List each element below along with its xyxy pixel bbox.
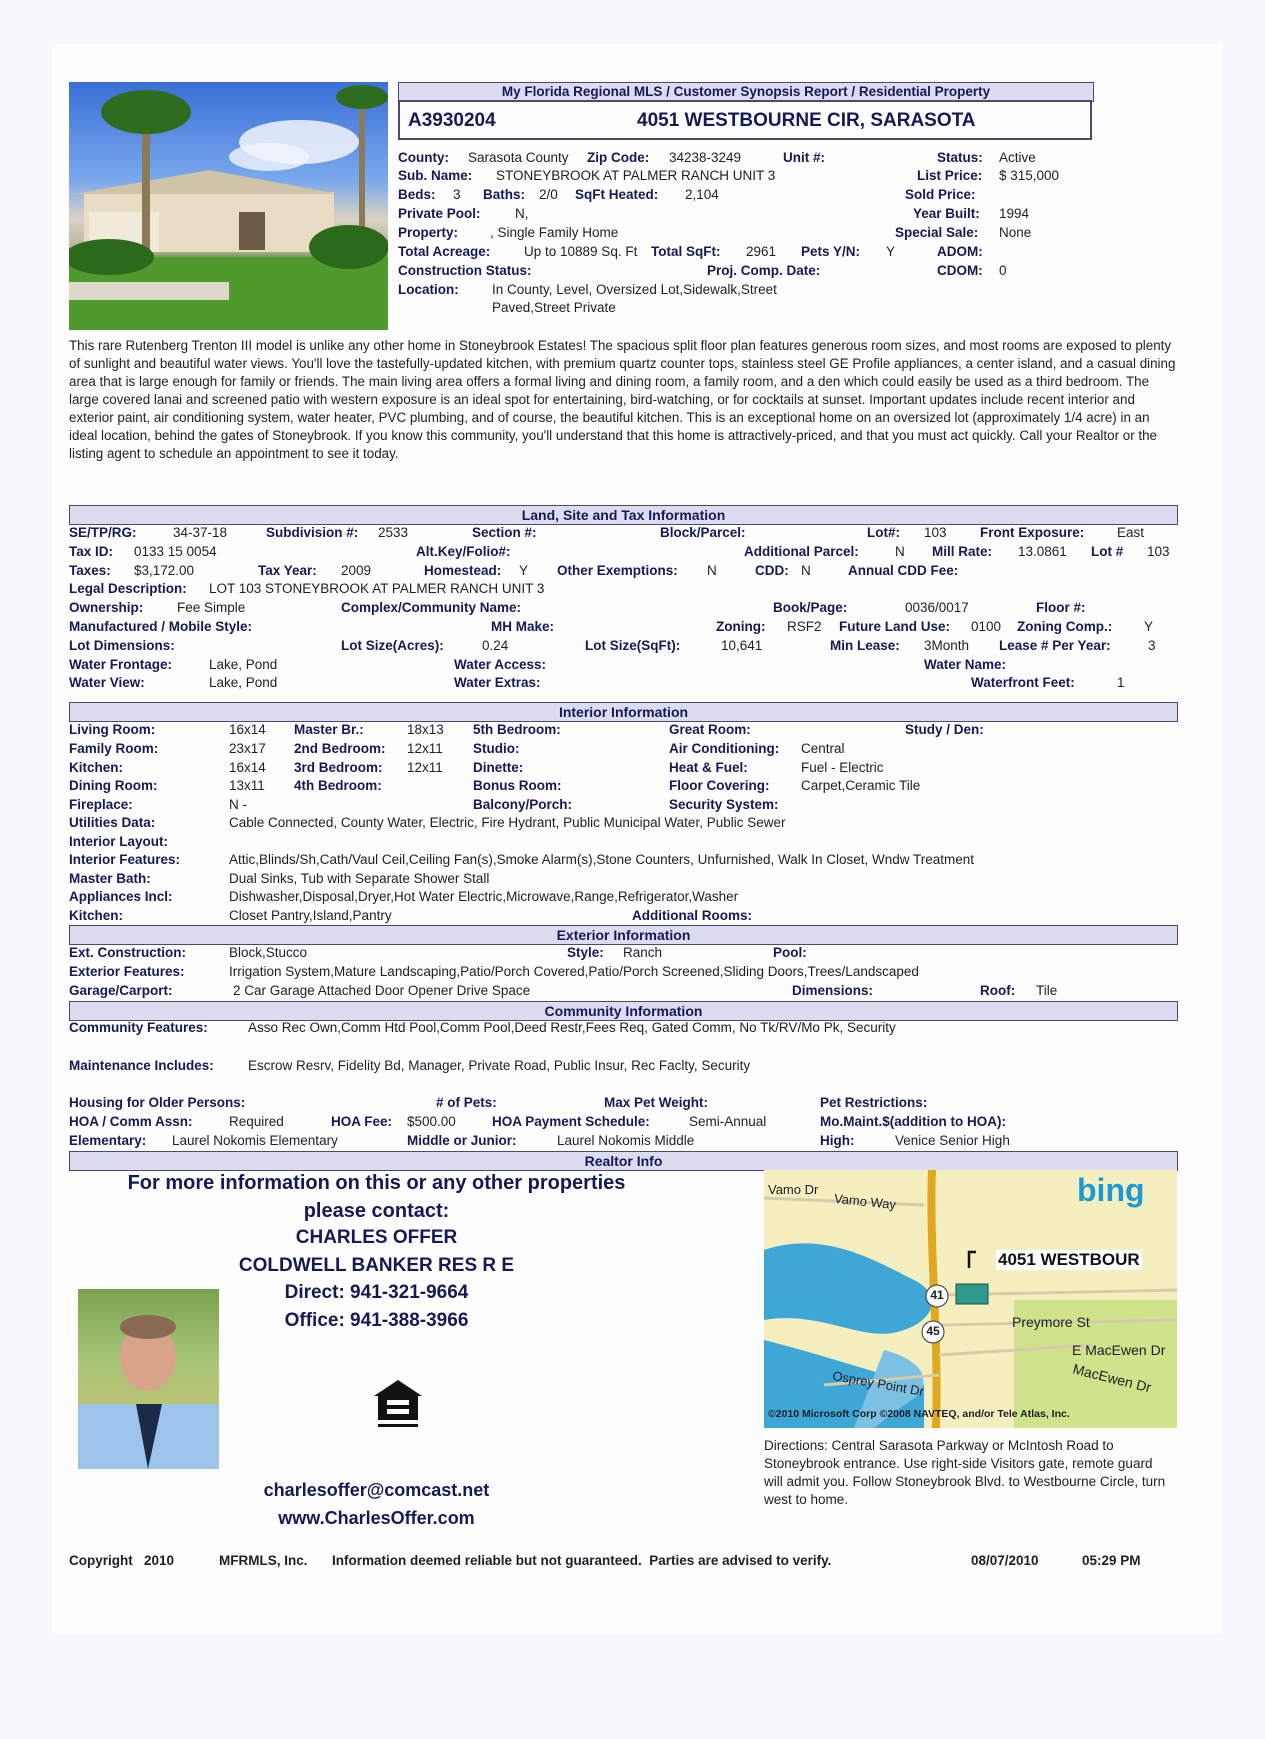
- features-label: Interior Features:: [69, 852, 181, 867]
- map-brand: bing: [1077, 1172, 1145, 1208]
- wffeet-label: Waterfront Feet:: [971, 675, 1075, 690]
- bookpage-value: 0036/0017: [905, 600, 969, 615]
- style-value: Ranch: [623, 945, 663, 960]
- location-value-2: Paved,Street Private: [492, 300, 616, 315]
- future-value: 0100: [971, 619, 1002, 634]
- older-label: Housing for Older Persons:: [69, 1095, 246, 1110]
- high-label: High:: [820, 1133, 855, 1148]
- garage-value: 2 Car Garage Attached Door Opener Drive Space: [233, 983, 531, 998]
- agent-photo-image: [78, 1289, 219, 1469]
- layout-label: Interior Layout:: [69, 834, 169, 849]
- high-value: Venice Senior High: [895, 1133, 1010, 1148]
- footer-time: 05:29 PM: [1082, 1553, 1141, 1568]
- yearbuilt-value: 1994: [999, 206, 1030, 221]
- map-pin-label: 4051 WESTBOUR: [998, 1250, 1140, 1269]
- study-label: Study / Den:: [905, 722, 984, 737]
- style-label: Style:: [567, 945, 604, 960]
- cdd-value: N: [801, 563, 811, 578]
- mill-label: Mill Rate:: [932, 544, 993, 559]
- wview-label: Water View:: [69, 675, 145, 690]
- mbath-label: Master Bath:: [69, 871, 151, 886]
- community-section-header: Community Information: [69, 1001, 1178, 1021]
- agent-email[interactable]: charlesoffer@comcast.net: [263, 1480, 490, 1500]
- heat-value: Fuel - Electric: [801, 760, 884, 775]
- lot-label: Lot#:: [867, 525, 900, 540]
- waccess-label: Water Access:: [454, 657, 547, 672]
- family-label: Family Room:: [69, 741, 159, 756]
- otherex-value: N: [707, 563, 717, 578]
- kitchen2-label: Kitchen:: [69, 908, 123, 923]
- status-label: Status:: [937, 150, 983, 165]
- master-label: Master Br.:: [294, 722, 364, 737]
- altkey-label: Alt.Key/Folio#:: [416, 544, 511, 559]
- lotsqft-label: Lot Size(SqFt):: [585, 638, 681, 653]
- map-road-vamo-way: Vamo Way: [833, 1190, 897, 1213]
- legal-label: Legal Description:: [69, 581, 187, 596]
- property-photo-image: [69, 82, 388, 330]
- elem-value: Laurel Nokomis Elementary: [172, 1133, 338, 1148]
- taxes-value: $3,172.00: [134, 563, 195, 578]
- wffeet-value: 1: [1117, 675, 1125, 690]
- legal-value: LOT 103 STONEYBROOK AT PALMER RANCH UNIT 3: [209, 581, 545, 596]
- balcony-label: Balcony/Porch:: [473, 797, 573, 812]
- agent-office-phone[interactable]: Office: 941-388-3966: [284, 1310, 469, 1331]
- front-label: Front Exposure:: [980, 525, 1085, 540]
- studio-label: Studio:: [473, 741, 520, 756]
- living-value: 16x14: [229, 722, 266, 737]
- kitchen-label: Kitchen:: [69, 760, 123, 775]
- mfg-label: Manufactured / Mobile Style:: [69, 619, 253, 634]
- fireplace-label: Fireplace:: [69, 797, 133, 812]
- report-title: My Florida Regional MLS / Customer Synopsis Report / Residential Property: [398, 82, 1094, 102]
- sqft-label: SqFt Heated:: [575, 187, 659, 202]
- third-value: 12x11: [407, 760, 443, 775]
- footer-copyright: Copyright 2010: [69, 1553, 175, 1568]
- zoningcomp-label: Zoning Comp.:: [1017, 619, 1113, 634]
- commfeatures-value: Asso Rec Own,Comm Htd Pool,Comm Pool,Deed Restr,Fees Req, Gated Comm, No Tk/RV/Mo Pk, Security: [248, 1020, 896, 1035]
- taxid-value: 0133 15 0054: [134, 544, 217, 559]
- zip-label: Zip Code:: [587, 150, 650, 165]
- wfront-label: Water Frontage:: [69, 657, 173, 672]
- totalsqft-label: Total SqFt:: [651, 244, 721, 259]
- sqft-value: 2,104: [685, 187, 719, 202]
- features-value: Attic,Blinds/Sh,Cath/Vaul Ceil,Ceiling Fan(s),Smoke Alarm(s),Stone Counters, Unfurnished, Walk In Closet, Wndw Treatment: [229, 852, 975, 867]
- map-road-e-macewen: E MacEwen Dr: [1072, 1342, 1166, 1358]
- front-value: East: [1117, 525, 1145, 540]
- location-label: Location:: [398, 282, 459, 297]
- subdiv-label: Subdivision #:: [266, 525, 359, 540]
- special-label: Special Sale:: [895, 225, 979, 240]
- hoa-label: HOA / Comm Assn:: [69, 1114, 193, 1129]
- complex-label: Complex/Community Name:: [341, 600, 522, 615]
- addparcel-value: N: [895, 544, 905, 559]
- future-label: Future Land Use:: [839, 619, 951, 634]
- map-shield-45: 45: [926, 1324, 940, 1338]
- homestead-label: Homestead:: [424, 563, 502, 578]
- minlease-value: 3Month: [924, 638, 970, 653]
- baths-value: 2/0: [539, 187, 558, 202]
- elem-label: Elementary:: [69, 1133, 147, 1148]
- security-label: Security System:: [669, 797, 779, 812]
- homestead-value: Y: [519, 563, 529, 578]
- listprice-label: List Price:: [917, 168, 983, 183]
- lotacres-value: 0.24: [482, 638, 509, 653]
- maint-label: Maintenance Includes:: [69, 1058, 214, 1073]
- map-road-osprey: Osprey Point Dr: [831, 1368, 926, 1399]
- map-road-macewen: MacEwen Dr: [1071, 1360, 1153, 1396]
- map-road-vamo-dr: Vamo Dr: [768, 1182, 819, 1197]
- master-value: 18x13: [407, 722, 444, 737]
- lot2-label: Lot #: [1091, 544, 1124, 559]
- extpool-label: Pool:: [773, 945, 807, 960]
- subname-value: STONEYBROOK AT PALMER RANCH UNIT 3: [496, 168, 776, 183]
- cdom-label: CDOM:: [937, 263, 983, 278]
- hoasched-value: Semi-Annual: [689, 1114, 767, 1129]
- dining-value: 13x11: [229, 778, 265, 793]
- location-map[interactable]: [764, 1170, 1177, 1428]
- footer-disclaimer: Information deemed reliable but not guaranteed. Parties are advised to verify.: [332, 1553, 832, 1568]
- ownership-value: Fee Simple: [177, 600, 246, 615]
- fireplace-value: N -: [229, 797, 247, 812]
- pool-label: Private Pool:: [398, 206, 481, 221]
- county-label: County:: [398, 150, 449, 165]
- momaint-label: Mo.Maint.$(addition to HOA):: [820, 1114, 1006, 1129]
- acreage-value: Up to 10889 Sq. Ft: [524, 244, 638, 259]
- projcomp-label: Proj. Comp. Date:: [707, 263, 821, 278]
- great-label: Great Room:: [669, 722, 751, 737]
- bookpage-label: Book/Page:: [773, 600, 848, 615]
- agent-direct-phone[interactable]: Direct: 941-321-9664: [284, 1282, 469, 1303]
- hoafee-value: $500.00: [407, 1114, 456, 1129]
- ac-label: Air Conditioning:: [669, 741, 780, 756]
- unit-label: Unit #:: [783, 150, 825, 165]
- mbath-value: Dual Sinks, Tub with Separate Shower Stall: [229, 871, 490, 886]
- subname-label: Sub. Name:: [398, 168, 473, 183]
- middle-value: Laurel Nokomis Middle: [557, 1133, 695, 1148]
- cdom-value: 0: [999, 263, 1007, 278]
- living-label: Living Room:: [69, 722, 156, 737]
- constr-label: Construction Status:: [398, 263, 532, 278]
- third-label: 3rd Bedroom:: [294, 760, 383, 775]
- mill-value: 13.0861: [1018, 544, 1067, 559]
- utilities-value: Cable Connected, County Water, Electric, Fire Hydrant, Public Municipal Water, Public Sewer: [229, 815, 786, 830]
- kitchen2-value: Closet Pantry,Island,Pantry: [229, 908, 392, 923]
- minlease-label: Min Lease:: [830, 638, 900, 653]
- yearbuilt-label: Year Built:: [913, 206, 980, 221]
- taxid-label: Tax ID:: [69, 544, 114, 559]
- county-value: Sarasota County: [468, 150, 569, 165]
- zip-value: 34238-3249: [669, 150, 742, 165]
- fourth-label: 4th Bedroom:: [294, 778, 382, 793]
- bonus-label: Bonus Room:: [473, 778, 562, 793]
- equal-housing-icon: [370, 1376, 426, 1432]
- extcon-value: Block,Stucco: [229, 945, 308, 960]
- maint-value: Escrow Resrv, Fidelity Bd, Manager, Private Road, Public Insur, Rec Faclty, Security: [248, 1058, 751, 1073]
- hoafee-label: HOA Fee:: [331, 1114, 393, 1129]
- setprg-value: 34-37-18: [173, 525, 228, 540]
- beds-value: 3: [453, 187, 461, 202]
- commfeatures-label: Community Features:: [69, 1020, 208, 1035]
- zoning-label: Zoning:: [716, 619, 766, 634]
- agent-company: COLDWELL BANKER RES R E: [238, 1255, 515, 1276]
- lotacres-label: Lot Size(Acres):: [341, 638, 444, 653]
- property-label: Property:: [398, 225, 459, 240]
- hoa-value: Required: [229, 1114, 284, 1129]
- mls-number: A3930204: [408, 110, 496, 131]
- pool-value: N,: [515, 206, 529, 221]
- zoning-value: RSF2: [787, 619, 822, 634]
- utilities-label: Utilities Data:: [69, 815, 156, 830]
- baths-label: Baths:: [483, 187, 526, 202]
- realtor-section-header: Realtor Info: [69, 1151, 1178, 1171]
- second-label: 2nd Bedroom:: [294, 741, 386, 756]
- pets-value: Y: [886, 244, 896, 259]
- numpets-label: # of Pets:: [436, 1095, 497, 1110]
- listprice-value: $ 315,000: [999, 168, 1060, 183]
- roof-value: Tile: [1036, 983, 1058, 998]
- addrooms-label: Additional Rooms:: [632, 908, 752, 923]
- wextras-label: Water Extras:: [454, 675, 541, 690]
- special-value: None: [999, 225, 1032, 240]
- heat-label: Heat & Fuel:: [669, 760, 748, 775]
- interior-section-header: Interior Information: [69, 702, 1178, 722]
- extfeatures-label: Exterior Features:: [69, 964, 185, 979]
- totalsqft-value: 2961: [746, 244, 777, 259]
- zoningcomp-value: Y: [1144, 619, 1154, 634]
- agent-name: CHARLES OFFER: [295, 1227, 458, 1248]
- wname-label: Water Name:: [924, 657, 1007, 672]
- floorcov-value: Carpet,Ceramic Tile: [801, 778, 921, 793]
- agent-photo: [78, 1289, 219, 1469]
- property-value: , Single Family Home: [490, 225, 619, 240]
- map-road-preymore: Preymore St: [1012, 1314, 1090, 1330]
- dims-label: Dimensions:: [792, 983, 874, 998]
- taxyear-label: Tax Year:: [258, 563, 317, 578]
- taxes-label: Taxes:: [69, 563, 111, 578]
- appl-label: Appliances Incl:: [69, 889, 173, 904]
- contact-line-2: please contact:: [303, 1200, 450, 1222]
- footer-company: MFRMLS, Inc.: [219, 1553, 308, 1568]
- extfeatures-value: Irrigation System,Mature Landscaping,Patio/Porch Covered,Patio/Porch Screened,Sliding Doors,Trees/Landscaped: [229, 964, 919, 979]
- subdiv-value: 2533: [378, 525, 409, 540]
- wfront-value: Lake, Pond: [209, 657, 278, 672]
- setprg-label: SE/TP/RG:: [69, 525, 137, 540]
- kitchen-value: 16x14: [229, 760, 266, 775]
- acreage-label: Total Acreage:: [398, 244, 491, 259]
- family-value: 23x17: [229, 741, 266, 756]
- ac-value: Central: [801, 741, 845, 756]
- otherex-label: Other Exemptions:: [557, 563, 678, 578]
- status-value: Active: [999, 150, 1036, 165]
- equal-housing-logo: [370, 1376, 426, 1432]
- adom-label: ADOM:: [937, 244, 983, 259]
- land-section-header: Land, Site and Tax Information: [69, 505, 1178, 525]
- lotdim-label: Lot Dimensions:: [69, 638, 175, 653]
- property-description: This rare Rutenberg Trenton III model is unlike any other home in Stoneybrook Estates! The spacious split floor plan features generous room sizes, and most rooms are exposed to plenty of sunlight and beautiful water views. You'll love the tastefully-updated kitchen, with premium quartz counter tops, stainless steel GE Profile appliances, a center island, and a casual dining area that is large enough for family or friends. The main living area offers a formal living and dining room, a family room, and a den which could easily be used as a third bedroom. The large covered lanai and screened patio with western exposure is an ideal spot for entertaining, bird-watching, or for cocktails at sunset. Important updates include recent interior and exterior paint, air conditioning system, water heater, PVC plumbing, and of course, the beautiful kitchen. This is an exceptional home on an oversized lot (approximately 1/4 acre) in an ideal location, behind the gates of Stoneybrook. If you know this community, you'll understand that this home is attractively-priced, and that you must act quickly. Call your Realtor or the listing agent to schedule an appointment to see it today.: [69, 338, 1176, 461]
- wview-value: Lake, Pond: [209, 675, 278, 690]
- leaseyr-label: Lease # Per Year:: [999, 638, 1111, 653]
- annualcdd-label: Annual CDD Fee:: [848, 563, 959, 578]
- section-label: Section #:: [472, 525, 537, 540]
- footer-date: 08/07/2010: [971, 1553, 1039, 1568]
- ownership-label: Ownership:: [69, 600, 144, 615]
- lot2-value: 103: [1147, 544, 1170, 559]
- map-shield-41: 41: [930, 1288, 944, 1302]
- roof-label: Roof:: [980, 983, 1016, 998]
- driving-directions: Directions: Central Sarasota Parkway or McIntosh Road to Stoneybrook entrance. Use right-side Visitors gate, remote guard will admit you. Follow Stoneybrook Blvd. to Westbourne Circle, turn west to home.: [764, 1438, 1166, 1507]
- agent-website[interactable]: www.CharlesOffer.com: [278, 1508, 475, 1528]
- floorcov-label: Floor Covering:: [669, 778, 770, 793]
- property-photo: [69, 82, 388, 330]
- dining-label: Dining Room:: [69, 778, 158, 793]
- beds-label: Beds:: [398, 187, 436, 202]
- map-copyright: ©2010 Microsoft Corp ©2008 NAVTEQ, and/or Tele Atlas, Inc.: [768, 1408, 1070, 1420]
- soldprice-label: Sold Price:: [905, 187, 976, 202]
- mhmake-label: MH Make:: [491, 619, 555, 634]
- lot-value: 103: [924, 525, 947, 540]
- extcon-label: Ext. Construction:: [69, 945, 186, 960]
- property-address: 4051 WESTBOURNE CIR, SARASOTA: [637, 110, 976, 131]
- floor-label: Floor #:: [1036, 600, 1086, 615]
- dinette-label: Dinette:: [473, 760, 524, 775]
- lotsqft-value: 10,641: [721, 638, 763, 653]
- garage-label: Garage/Carport:: [69, 983, 173, 998]
- pets-label: Pets Y/N:: [801, 244, 861, 259]
- middle-label: Middle or Junior:: [407, 1133, 517, 1148]
- leaseyr-value: 3: [1148, 638, 1156, 653]
- maxpet-label: Max Pet Weight:: [604, 1095, 709, 1110]
- second-value: 12x11: [407, 741, 443, 756]
- petrest-label: Pet Restrictions:: [820, 1095, 928, 1110]
- addparcel-label: Additional Parcel:: [744, 544, 859, 559]
- exterior-section-header: Exterior Information: [69, 925, 1178, 945]
- location-value-1: In County, Level, Oversized Lot,Sidewalk,Street: [492, 282, 777, 297]
- fifth-label: 5th Bedroom:: [473, 722, 561, 737]
- contact-line-1: For more information on this or any other properties: [127, 1172, 626, 1194]
- taxyear-value: 2009: [341, 563, 372, 578]
- appl-value: Dishwasher,Disposal,Dryer,Hot Water Electric,Microwave,Range,Refrigerator,Washer: [229, 889, 739, 904]
- block-label: Block/Parcel:: [660, 525, 746, 540]
- cdd-label: CDD:: [755, 563, 789, 578]
- hoasched-label: HOA Payment Schedule:: [492, 1114, 650, 1129]
